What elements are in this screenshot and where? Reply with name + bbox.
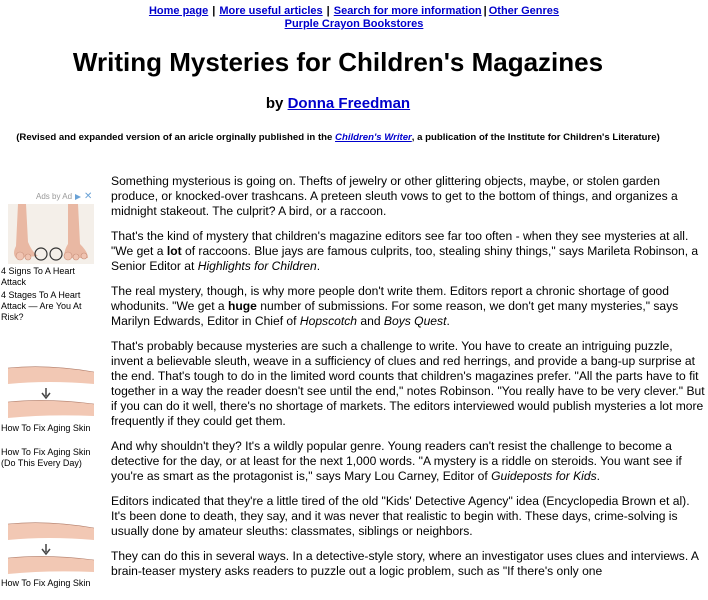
revision-note — [6, 131, 670, 144]
nav-articles-link[interactable]: More useful articles — [219, 5, 323, 17]
italic-title: Highlights for Children — [197, 259, 317, 273]
paragraph-text: . — [316, 259, 321, 273]
top-navigation — [0, 5, 708, 31]
paragraph-text: of raccoons. Blue jays are famous culprits, too, stealing shiny things," says Marileta Robinson, a Senior Editor at — [111, 244, 699, 273]
article-paragraph — [111, 549, 705, 579]
article-paragraph — [111, 174, 705, 219]
ad-link-heart-attack-stages[interactable]: 4 Stages To A Heart Attack — Are You At Risk? — [1, 290, 82, 322]
paragraph-text: . — [596, 469, 601, 483]
nav-bookstores-link[interactable]: Purple Crayon Bookstores — [284, 18, 424, 30]
paragraph-text: And why shouldn't they? It's a wildly popular genre. Young readers can't resist the challenge to become a detective for the day, or at least for the next 1,000 words. "A mystery is a riddle on steroids. You want see if you're as smart as the protagonist is," says Mary Lou Carney, Editor of — [111, 439, 682, 483]
author-link[interactable]: Donna Freedman — [287, 95, 411, 112]
byline — [0, 95, 676, 112]
ad-link-aging-skin-2[interactable]: How To Fix Aging Skin — [1, 578, 91, 588]
page-title: Writing Mysteries for Children's Magazines — [72, 47, 604, 77]
ad-link-heart-attack[interactable]: 4 Signs To A Heart Attack — [1, 266, 75, 287]
paragraph-text: . — [446, 314, 450, 328]
ad-image-feet[interactable] — [8, 204, 94, 269]
childrens-writer-link[interactable]: Children's Writer — [335, 132, 412, 143]
article-body — [111, 174, 705, 589]
nav-genres-link[interactable]: Other Genres — [488, 5, 560, 17]
article-paragraph — [111, 229, 705, 274]
paragraph-text: number of submissions. For some reason, we don't get many mysteries," says Marilyn Edwards, Editor in Chief of — [111, 299, 679, 328]
ad-link-aging-skin-daily[interactable]: How To Fix Aging Skin (Do This Every Day) — [1, 447, 91, 468]
ad-link-aging-skin[interactable]: How To Fix Aging Skin — [1, 423, 91, 433]
nav-separator: | — [212, 5, 216, 17]
nav-row-1 — [0, 5, 708, 18]
paragraph-text: That's probably because mysteries are such a challenge to write. You have to create an intriguing puzzle, invent a believable sleuth, weave in a sufficiency of clues and red herrings, and provide a bang-up surprise at the end. That's tough to do in the limited word counts that children's magazines prefer. "All the parts have to fit together in a way the reader doesn't see until the end," notes Robinson. "You really have to be very clever." But if you can do it well, there's no shortage of markets. The editors interviewed would publish mysteries a lot more frequently if they could get them. — [111, 339, 705, 428]
bold-text: huge — [228, 299, 257, 313]
ad-image-arms[interactable] — [8, 362, 94, 425]
nav-home-link[interactable]: Home page — [148, 5, 209, 17]
article-paragraph — [111, 339, 705, 429]
bold-text: lot — [166, 244, 182, 258]
nav-row-2 — [0, 18, 708, 31]
article-paragraph — [111, 494, 705, 539]
nav-separator: | — [483, 5, 487, 17]
byline-prefix: by — [265, 95, 284, 112]
close-ad-icon[interactable]: ✕ — [84, 191, 93, 202]
paragraph-text: They can do this in several ways. In a detective-style story, where an investigator uses clues and interviews. A brain-teaser mystery asks readers to puzzle out a logic problem, such as "If there's only one — [111, 549, 699, 578]
paragraph-text: and — [357, 314, 384, 328]
article-paragraph — [111, 439, 705, 484]
italic-title: Boys Quest — [383, 314, 447, 328]
paragraph-text: Editors indicated that they're a little tired of the old "Kids' Detective Agency" idea (Encyclopedia Brown et al). It's been done to death, they say, and it was never that realistic to begin with. These days, crime-solving is usually done by amateur sleuths: classmates, siblings or neighbors. — [111, 494, 690, 538]
italic-title: Guideposts for Kids — [491, 469, 597, 483]
nav-separator: | — [326, 5, 330, 17]
ad-image-arms-2[interactable] — [8, 518, 94, 581]
article-paragraph — [111, 284, 705, 329]
italic-title: Hopscotch — [299, 314, 358, 328]
ad-choices-badge[interactable] — [36, 191, 92, 202]
nav-search-link[interactable]: Search for more information — [333, 5, 482, 17]
adchoices-icon — [74, 193, 82, 201]
paragraph-text: The real mystery, though, is why more people don't write them. Editors report a chronic shortage of good whodunits. "We get a — [111, 284, 670, 313]
paragraph-text: Something mysterious is going on. Thefts of jewelry or other glittering objects, maybe, or stolen garden produce, or knocked-over trashcans. A preteen sleuth vows to get to the bottom of things, and organizes a midnight stakeout. The culprit? A bird, or a raccoon. — [111, 174, 678, 218]
paragraph-text: That's the kind of mystery that children's magazine editors see far too often - when they see mysteries at all. "We get a — [111, 229, 689, 258]
revision-note-text-2: , a publication of the Institute for Children's Literature) — [411, 132, 660, 143]
revision-note-text: (Revised and expanded version of an aricle orginally published in the — [16, 132, 336, 143]
ad-choices-label: Ads by Ad — [36, 192, 73, 201]
